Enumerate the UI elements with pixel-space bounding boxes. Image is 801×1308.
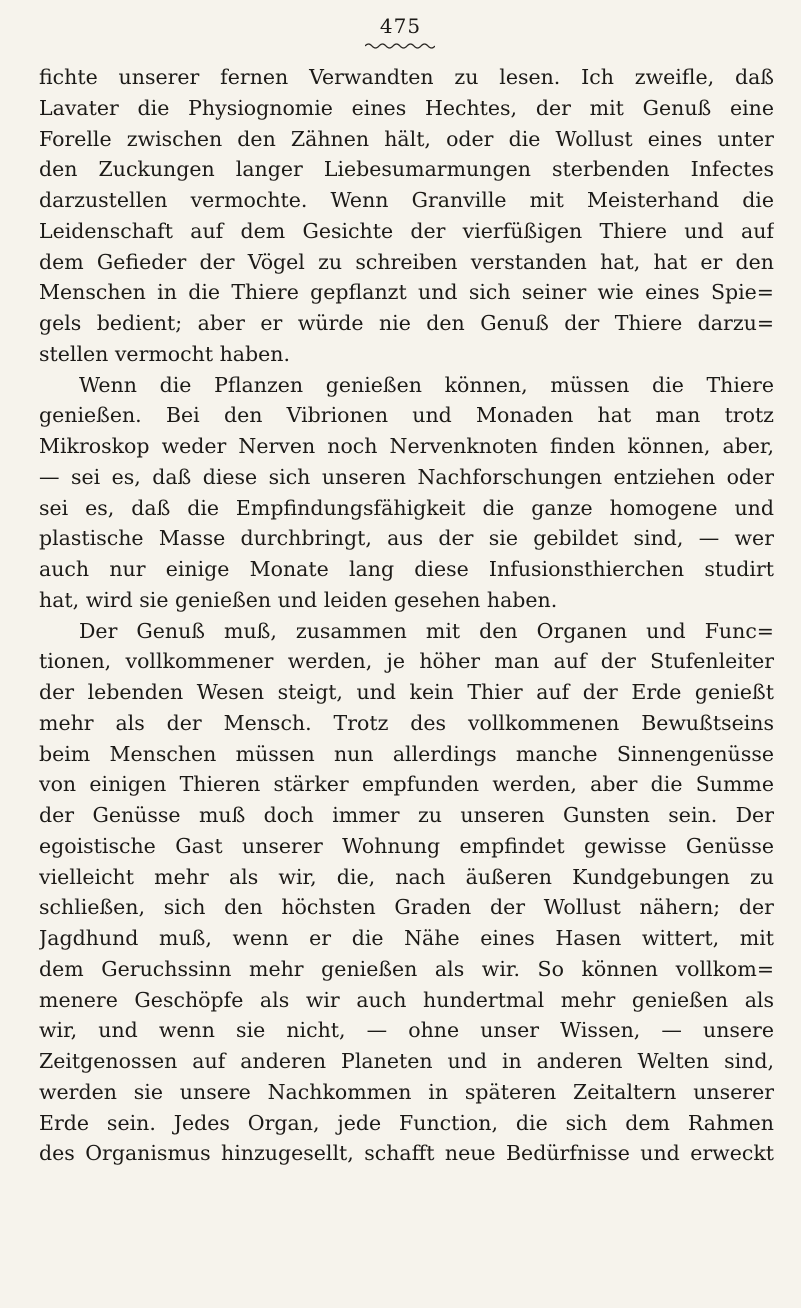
text-line: genießen. Bei den Vibrionen und Monaden hat man trotz (39, 403, 774, 428)
text-line: — sei es, daß diese sich unseren Nachforschungen entziehen oder (39, 464, 774, 489)
text-line: fichte unserer fernen Verwandten zu lesen. Ich zweifle, daß (39, 65, 774, 89)
page-number: 475 (379, 14, 422, 38)
text-line: tionen, vollkommener werden, je höher man auf der Stufenleiter (39, 649, 774, 674)
text-line: Forelle zwischen den Zähnen hält, oder die Wollust eines unter (39, 126, 774, 151)
wavy-ornament (365, 42, 435, 50)
text-line: menere Geschöpfe als wir auch hundertmal mehr genießen als (39, 987, 774, 1012)
text-line: dem Geruchssinn mehr genießen als wir. So können vollkom= (39, 956, 774, 981)
text-line: gels bedient; aber er würde nie den Genuß der Thiere darzu= (39, 311, 774, 335)
text-line: beim Menschen müssen nun allerdings manche Sinnengenüsse (39, 741, 774, 766)
text-line: Zeitgenossen auf anderen Planeten und in anderen Welten sind, (39, 1049, 774, 1073)
text-line: hat, wird sie genießen und leiden gesehen haben. (39, 587, 558, 612)
text-line: wir, und wenn sie nicht, — ohne unser Wissen, — unsere (39, 1018, 774, 1043)
text-line: egoistische Gast unserer Wohnung empfindet gewisse Genüsse (39, 833, 774, 858)
text-line: Menschen in die Thiere gepflanzt und sich seiner wie eines Spie= (39, 280, 774, 305)
text-line: sei es, daß die Empfindungsfähigkeit die ganze homogene und (39, 495, 774, 520)
body-text (39, 62, 774, 1169)
text-line: Der Genuß muß, zusammen mit den Organen und Func= (79, 618, 774, 643)
text-line: schließen, sich den höchsten Graden der Wollust nähern; der (39, 895, 774, 920)
text-line: Leidenschaft auf dem Gesichte der vierfüßigen Thiere und auf (39, 218, 774, 243)
text-line: vielleicht mehr als wir, die, nach äußeren Kundgebungen zu (39, 864, 774, 889)
text-line: von einigen Thieren stärker empfunden werden, aber die Summe (39, 772, 774, 797)
text-line: des Organismus hinzugesellt, schafft neue Bedürfnisse und erweckt (39, 1141, 774, 1166)
text-line: Jagdhund muß, wenn er die Nähe eines Hasen wittert, mit (39, 926, 774, 950)
text-line: plastische Masse durchbringt, aus der sie gebildet sind, — wer (39, 526, 774, 551)
text-line: darzustellen vermochte. Wenn Granville mit Meisterhand die (39, 188, 774, 212)
text-line: Lavater die Physiognomie eines Hechtes, der mit Genuß eine (39, 95, 774, 120)
text-line: der lebenden Wesen steigt, und kein Thier auf der Erde genießt (39, 680, 774, 704)
text-line: dem Gefieder der Vögel zu schreiben verstanden hat, hat er den (39, 249, 774, 274)
text-line: stellen vermocht haben. (39, 341, 290, 366)
text-line: Mikroskop weder Nerven noch Nervenknoten finden können, aber, (39, 434, 774, 458)
text-line: auch nur einige Monate lang diese Infusionsthierchen studirt (39, 557, 774, 581)
text-line: der Genüsse muß doch immer zu unseren Gunsten sein. Der (39, 803, 774, 827)
text-line: Wenn die Pflanzen genießen können, müssen die Thiere (79, 372, 774, 397)
text-line: Erde sein. Jedes Organ, jede Function, die sich dem Rahmen (39, 1110, 774, 1135)
text-line: mehr als der Mensch. Trotz des vollkommenen Bewußtseins (39, 710, 774, 735)
text-line: werden sie unsere Nachkommen in späteren Zeitaltern unserer (39, 1079, 774, 1104)
text-line: den Zuckungen langer Liebesumarmungen sterbenden Infectes (39, 157, 774, 182)
